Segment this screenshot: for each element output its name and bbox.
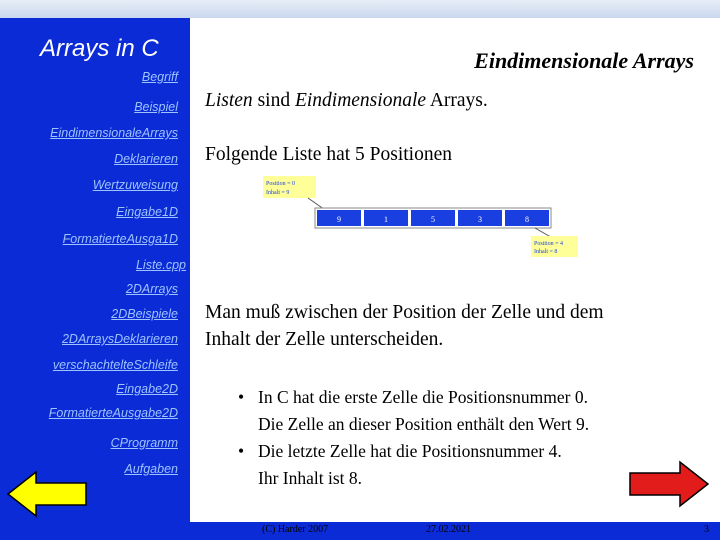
app-title: Arrays in C xyxy=(40,35,159,62)
bullet-1-line-1: In C hat die erste Zelle die Positionsnummer 0. xyxy=(258,387,589,407)
array-value-4: 8 xyxy=(525,215,529,224)
nav-item-formatierte-ausgabe2d[interactable]: FormatierteAusgabe2D xyxy=(48,406,178,420)
array-value-1: 1 xyxy=(384,215,388,224)
right-arrow-icon xyxy=(630,462,708,506)
nav-item-beispiel[interactable]: Beispiel xyxy=(134,100,178,114)
nav-item-wertzuweisung[interactable]: Wertzuweisung xyxy=(92,178,178,192)
callout-first-position: Position = 0 xyxy=(266,181,296,187)
array-value-0: 9 xyxy=(337,215,341,224)
nav-item-2d-arrays[interactable]: 2DArrays xyxy=(125,282,178,296)
page-number: 3 xyxy=(704,524,709,535)
bullet-marker-2: • xyxy=(238,441,245,461)
callout-first-content: Inhalt = 9 xyxy=(266,190,290,196)
footer-bar xyxy=(0,522,720,540)
nav-item-eingabe2d[interactable]: Eingabe2D xyxy=(116,382,178,396)
nav-item-eingabe1d[interactable]: Eingabe1D xyxy=(116,205,178,219)
back-button[interactable] xyxy=(6,470,88,518)
next-button[interactable] xyxy=(628,460,710,508)
nav-item-eindimensionale-arrays[interactable]: EindimensionaleArrays xyxy=(50,126,178,140)
nav-item-2d-beispiele[interactable]: 2DBeispiele xyxy=(111,307,178,321)
nav-item-formatierte-ausga1d[interactable]: FormatierteAusga1D xyxy=(62,232,178,246)
callout-last-position: Position = 4 xyxy=(534,241,564,247)
bullet-2-line-1: Die letzte Zelle hat die Positionsnummer 4. xyxy=(258,441,562,461)
callout-last-content: Inhalt = 8 xyxy=(534,249,558,255)
left-arrow-icon xyxy=(8,472,86,516)
nav-item-aufgaben[interactable]: Aufgaben xyxy=(124,462,178,476)
intro-sentence: Listen sind Eindimensionale Arrays. xyxy=(205,90,488,111)
footer-author: (C) Harder 2007 xyxy=(262,524,329,535)
array-diagram xyxy=(260,172,580,268)
nav-item-liste-cpp[interactable]: Liste.cpp xyxy=(135,258,186,272)
bullet-2-line-2: Ihr Inhalt ist 8. xyxy=(258,468,363,488)
nav-item-2d-arrays-deklarieren[interactable]: 2DArraysDeklarieren xyxy=(61,332,178,346)
distinction-line-1: Man muß zwischen der Position der Zelle und dem xyxy=(205,302,604,323)
bullet-1-line-2: Die Zelle an dieser Position enthält den Wert 9. xyxy=(258,414,590,434)
nav-item-deklarieren[interactable]: Deklarieren xyxy=(114,152,178,166)
array-cells xyxy=(317,210,549,226)
nav-item-begriff[interactable]: Begriff xyxy=(141,70,178,84)
slide-title: Eindimensionale Arrays xyxy=(474,48,694,73)
array-value-3: 3 xyxy=(478,215,482,224)
top-bar xyxy=(0,0,720,18)
array-value-2: 5 xyxy=(431,215,435,224)
nav-item-cprogramm[interactable]: CProgramm xyxy=(110,436,178,450)
bullet-marker-1: • xyxy=(238,387,245,407)
nav-item-verschachtelte-schleife[interactable]: verschachtelteSchleife xyxy=(52,358,178,372)
footer-date: 27.02.2021 xyxy=(426,524,471,535)
distinction-line-2: Inhalt der Zelle unterscheiden. xyxy=(205,329,444,350)
five-positions-sentence: Folgende Liste hat 5 Positionen xyxy=(205,144,452,165)
